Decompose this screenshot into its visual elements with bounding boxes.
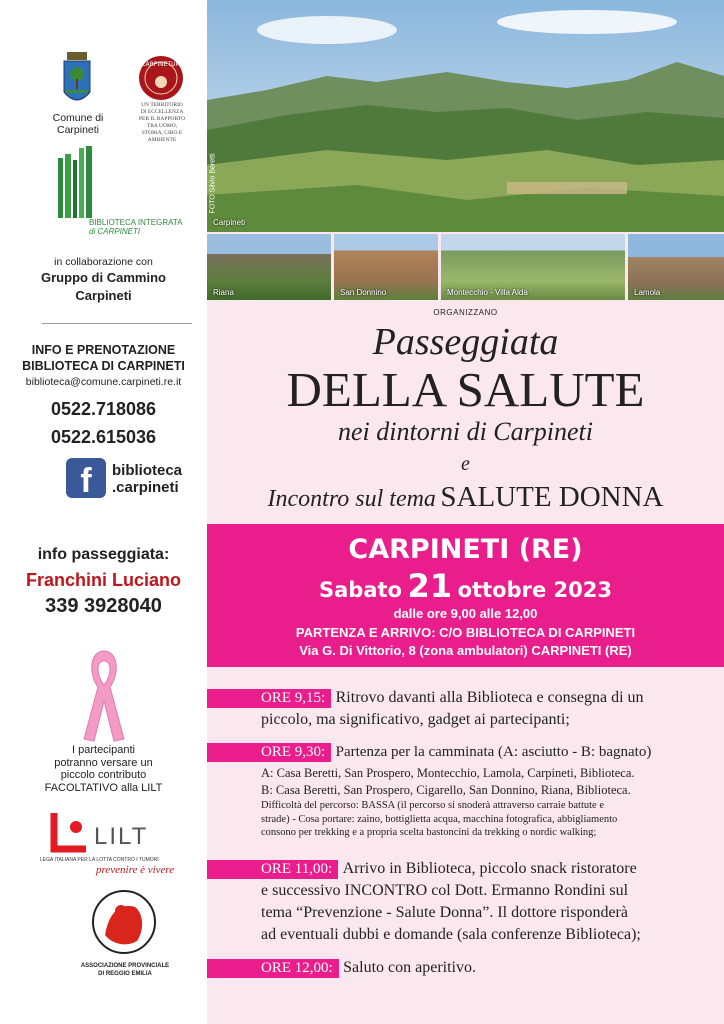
difficulty-text: consono per trekking e a propria scelta bastoncini da trekking o nordic walking; [261,827,597,838]
info-email-link[interactable]: biblioteca@comune.carpineti.re.it [25,376,182,388]
thumb-caption: San Donnino [340,288,387,297]
sidebar-divider-1 [42,323,192,324]
schedule-text: piccolo, ma significativo, gadget ai partecipanti; [261,711,570,728]
thumb-lamola [628,234,724,300]
biblioteca-name [89,218,183,236]
collab-city: Carpineti [75,288,132,303]
date-weekday: Sabato [319,578,402,602]
title-dintorni: nei dintorni di Carpineti [338,417,593,446]
svg-text:CARPINETUM: CARPINETUM [141,61,181,68]
organizzano-label: ORGANIZZANO [433,308,498,317]
carpinetum-tagline: UN TERRITORIO DI ECCELLENZA PER IL RAPPORTO TRA UOMO, STORIA, CIBO E AMBIENTE [138,102,186,143]
walk-info-label: info passeggiata: [37,546,170,563]
schedule-item [207,741,685,840]
thumb-caption: Riana [213,288,234,297]
lilt-slogan: prevenire è vivere [96,864,175,876]
thumb-riana [207,234,331,300]
difficulty-text: strade) - Cosa portare: zaino, bottiglietta acqua, macchina fotografica, abbigliamento [261,813,618,825]
title-incontro-italic: Incontro sul tema [267,486,436,512]
pink-ribbon-icon [80,643,128,743]
schedule-item [207,957,685,979]
schedule-text: e successivo INCONTRO col Dott. Ermanno Rondini sul [261,882,629,899]
thumb-san-donnino [334,234,438,300]
event-date [207,568,724,610]
reggio-emilia-logo [91,889,157,955]
biblioteca-line2: di CARPINETI [89,227,141,236]
schedule-text: tema “Prevenzione - Salute Donna”. Il dottore risponderà [261,904,628,921]
thumbnail-strip [207,234,724,300]
schedule-time: ORE 9,15: [207,689,331,708]
info-title-1: INFO E PRENOTAZIONE [31,343,176,357]
hero-caption: Carpineti [213,218,246,227]
schedule-item [207,858,685,946]
info-title-2: BIBLIOTECA DI CARPINETI [22,359,185,373]
schedule-time: ORE 12,00: [207,959,339,978]
thumb-caption: Lamola [634,288,661,297]
lilt-name: LILT [94,823,149,850]
title-incontro [207,480,724,519]
title-e: e [461,453,470,475]
walk-contact-name: Franchini Luciano [25,570,181,590]
schedule-text: Saluto con aperitivo. [343,959,476,976]
schedule-text: Arrivo in Biblioteca, piccolo snack ristoratore [342,860,637,877]
date-day: 21 [407,567,453,605]
event-place: CARPINETI (RE) [348,534,583,565]
schedule-time: ORE 11,00: [207,860,338,879]
phone-1[interactable]: 0522.718086 [50,399,157,419]
event-hours: dalle ore 9,00 alle 12,00 [393,606,538,621]
title-passeggiata: Passeggiata [372,321,559,363]
facebook-icon[interactable]: f [66,458,106,498]
schedule-text: Partenza per la camminata (A: asciutto - B: bagnato) [335,744,652,760]
phone-2[interactable]: 0522.615036 [50,427,157,447]
schedule [207,687,685,731]
collab-group: Gruppo di Cammino [41,270,166,285]
walk-contact-phone[interactable]: 339 3928040 [45,595,162,617]
route-a: A: Casa Beretti, San Prospero, Montecchio, Lamola, Carpineti, Biblioteca. [261,766,635,780]
difficulty-text: Difficoltà del percorso: BASSA (il percorso si snoderà attraverso carraie battute e [261,800,604,811]
carpinetum-seal-logo [137,54,185,102]
event-start: PARTENZA E ARRIVO: C/O BIBLIOTECA DI CARPINETI [295,625,636,640]
route-b: B: Casa Beretti, San Prospero, Cigarello, San Donnino, Riana, Biblioteca. [261,783,631,797]
schedule-item [207,687,685,731]
title-della-salute: DELLA SALUTE [286,362,645,417]
facebook-handle[interactable] [112,462,182,496]
lilt-full-name: LEGA ITALIANA PER LA LOTTA CONTRO I TUMORI [40,857,159,863]
thumb-montecchio [441,234,625,300]
hero-photo-credit: FOTO Silvio Beretti [209,153,217,214]
event-address: Via G. Di Vittorio, 8 (zona ambulatori) CARPINETI (RE) [299,643,632,658]
biblioteca-logo [58,146,98,218]
comune-name: Comune di Carpineti [52,112,104,136]
biblioteca-line1: BIBLIOTECA INTEGRATA [89,218,183,227]
lower-sidebar [0,667,207,1024]
facebook-handle-1: biblioteca [112,462,183,479]
title-salute-donna: SALUTE DONNA [440,481,664,513]
thumb-caption: Montecchio - Villa Alda [447,288,528,297]
schedule-text: ad eventuali dubbi e domande (sala conferenze Biblioteca); [261,926,641,943]
schedule-time: ORE 9,30: [207,743,331,762]
schedule-text: Ritrovo davanti alla Biblioteca e consegna di un [335,689,644,706]
association-name: ASSOCIAZIONE PROVINCIALE DI REGGIO EMILIA [80,963,170,977]
comune-crest-logo [62,52,92,110]
date-month-year: ottobre 2023 [457,578,612,602]
facebook-handle-2: .carpineti [112,479,179,496]
hero-landscape-photo [207,0,724,232]
lilt-contribution-note: I partecipanti potranno versare un piccolo contributo FACOLTATIVO alla LILT [44,744,163,794]
lilt-logo [50,811,90,853]
collab-intro: in collaborazione con [54,256,153,268]
